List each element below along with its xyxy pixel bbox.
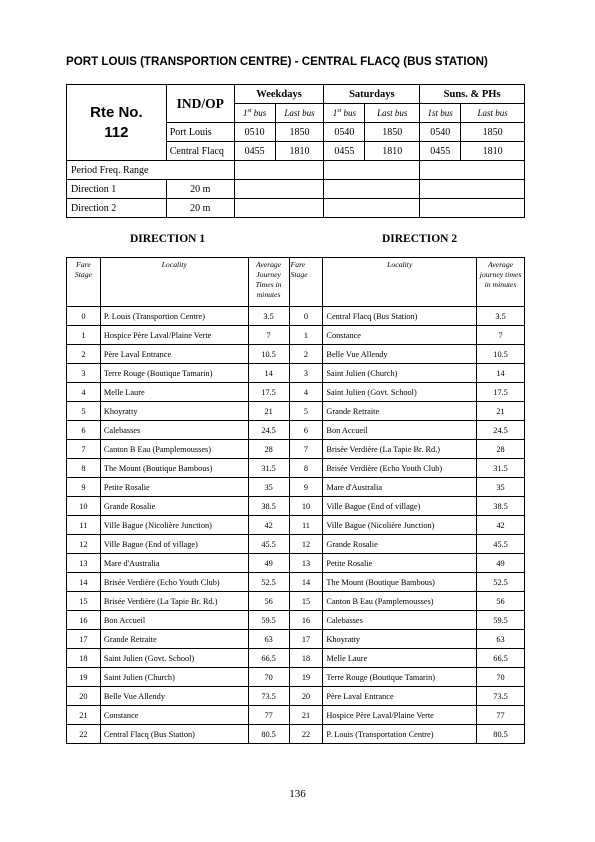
stage-row (67, 573, 525, 592)
locality-cell: Grande Retraite (100, 630, 248, 649)
stage-row (67, 421, 525, 440)
locality-cell: Père Laval Entrance (323, 687, 477, 706)
fare-stage-cell: 22 (67, 725, 101, 744)
journey-time-cell: 45.5 (477, 535, 525, 554)
locality-cell: Mare d'Australia (323, 478, 477, 497)
locality-cell: Hospice Père Laval/Plaine Verte (100, 326, 248, 345)
fare-stage-header: Fare Stage (289, 258, 323, 307)
locality-cell: Constance (323, 326, 477, 345)
last-bus-header: Last bus (365, 104, 420, 123)
route-number-cell (67, 85, 167, 161)
stage-row (67, 307, 525, 326)
last-bus-header: Last bus (461, 104, 525, 123)
stage-row (67, 611, 525, 630)
time-cell: 0455 (420, 142, 461, 161)
locality-cell: Belle Vue Allendy (323, 345, 477, 364)
fare-stage-cell: 0 (67, 307, 101, 326)
time-cell: 0510 (234, 123, 275, 142)
fare-stage-cell: 4 (67, 383, 101, 402)
empty-cell (324, 199, 420, 218)
fare-stage-cell: 21 (67, 706, 101, 725)
time-cell: 1850 (275, 123, 324, 142)
schedule-header-row (67, 85, 525, 104)
first-bus-header: 1st bus (234, 104, 275, 123)
journey-time-cell: 70 (248, 668, 289, 687)
stage-row (67, 668, 525, 687)
fare-stage-cell: 11 (67, 516, 101, 535)
direction-label: Direction 1 (67, 180, 167, 199)
period-label: Period Freq. Range (67, 161, 235, 180)
locality-cell: Brisée Verdière (Echo Youth Club) (100, 573, 248, 592)
first-bus-header: 1st bus (420, 104, 461, 123)
locality-cell: Saint Julien (Govt. School) (323, 383, 477, 402)
fare-stage-cell: 2 (67, 345, 101, 364)
stage-row (67, 345, 525, 364)
journey-time-header: Average Journey Times in minutes (248, 258, 289, 307)
locality-cell: The Mount (Boutique Bambous) (323, 573, 477, 592)
journey-time-cell: 28 (248, 440, 289, 459)
fare-stage-cell: 1 (67, 326, 101, 345)
time-cell: 0455 (234, 142, 275, 161)
locality-cell: P. Louis (Transportion Centre) (100, 307, 248, 326)
fare-stage-cell: 13 (67, 554, 101, 573)
journey-time-cell: 7 (477, 326, 525, 345)
fare-stage-cell: 5 (67, 402, 101, 421)
direction-freq-row (67, 199, 525, 218)
stage-row (67, 364, 525, 383)
time-cell: 1850 (365, 123, 420, 142)
locality-cell: Bon Accueil (323, 421, 477, 440)
fare-stage-cell: 4 (289, 383, 323, 402)
journey-time-cell: 59.5 (248, 611, 289, 630)
journey-time-header: Average journey times in minutes (477, 258, 525, 307)
fare-stage-cell: 7 (67, 440, 101, 459)
page-number: 136 (289, 788, 306, 800)
empty-cell (420, 161, 525, 180)
indop-header: IND/OP (166, 85, 234, 123)
locality-cell: Melle Laure (100, 383, 248, 402)
empty-cell (234, 199, 324, 218)
fare-stage-cell: 19 (289, 668, 323, 687)
fare-stages-table (66, 257, 525, 744)
stage-row (67, 459, 525, 478)
journey-time-cell: 14 (477, 364, 525, 383)
fare-stage-cell: 19 (67, 668, 101, 687)
journey-time-cell: 24.5 (477, 421, 525, 440)
stage-row (67, 326, 525, 345)
time-cell: 0540 (420, 123, 461, 142)
journey-time-cell: 52.5 (248, 573, 289, 592)
fare-stage-cell: 7 (289, 440, 323, 459)
journey-time-cell: 63 (477, 630, 525, 649)
locality-header: Locality (100, 258, 248, 307)
journey-time-cell: 17.5 (248, 383, 289, 402)
journey-time-cell: 35 (248, 478, 289, 497)
journey-time-cell: 52.5 (477, 573, 525, 592)
time-cell: 0455 (324, 142, 365, 161)
fare-stage-cell: 5 (289, 402, 323, 421)
locality-cell: Mare d'Australia (100, 554, 248, 573)
fare-stage-header: Fare Stage (67, 258, 101, 307)
locality-cell: Petite Rosalie (323, 554, 477, 573)
journey-time-cell: 35 (477, 478, 525, 497)
fare-stage-cell: 6 (67, 421, 101, 440)
locality-cell: Ville Bague (End of village) (100, 535, 248, 554)
journey-time-cell: 7 (248, 326, 289, 345)
locality-cell: Saint Julien (Govt. School) (100, 649, 248, 668)
journey-time-cell: 3.5 (248, 307, 289, 326)
weekdays-header: Weekdays (234, 85, 324, 104)
locality-cell: Petite Rosalie (100, 478, 248, 497)
stage-row (67, 706, 525, 725)
locality-header: Locality (323, 258, 477, 307)
locality-cell: Canton B Eau (Pamplemousses) (100, 440, 248, 459)
empty-cell (234, 161, 324, 180)
direction-freq-row (67, 180, 525, 199)
stage-row (67, 592, 525, 611)
locality-cell: Khoyratty (323, 630, 477, 649)
locality-cell: Brisée Verdière (Echo Youth Club) (323, 459, 477, 478)
locality-cell: Calebasses (323, 611, 477, 630)
fare-stage-cell: 10 (289, 497, 323, 516)
stage-row (67, 402, 525, 421)
direction-label: Direction 2 (67, 199, 167, 218)
locality-cell: Hospice Père Laval/Plaine Verte (323, 706, 477, 725)
journey-time-cell: 73.5 (248, 687, 289, 706)
journey-time-cell: 3.5 (477, 307, 525, 326)
locality-cell: Canton B Eau (Pamplemousses) (323, 592, 477, 611)
fare-stage-cell: 20 (67, 687, 101, 706)
stage-row (67, 478, 525, 497)
stage-row (67, 687, 525, 706)
locality-cell: Bon Accueil (100, 611, 248, 630)
fare-stage-cell: 16 (67, 611, 101, 630)
fare-stage-cell: 12 (67, 535, 101, 554)
stage-row (67, 630, 525, 649)
last-bus-header: Last bus (275, 104, 324, 123)
fare-stage-cell: 21 (289, 706, 323, 725)
locality-cell: Belle Vue Allendy (100, 687, 248, 706)
stage-row (67, 383, 525, 402)
journey-time-cell: 24.5 (248, 421, 289, 440)
journey-time-cell: 14 (248, 364, 289, 383)
journey-time-cell: 17.5 (477, 383, 525, 402)
period-row (67, 161, 525, 180)
locality-cell: Ville Bague (Nicolière Junction) (323, 516, 477, 535)
journey-time-cell: 56 (477, 592, 525, 611)
time-cell: 1810 (365, 142, 420, 161)
fare-stage-cell: 16 (289, 611, 323, 630)
empty-cell (420, 199, 525, 218)
empty-cell (324, 161, 420, 180)
journey-time-cell: 45.5 (248, 535, 289, 554)
fare-stage-cell: 12 (289, 535, 323, 554)
fare-stage-cell: 15 (67, 592, 101, 611)
locality-cell: Central Flacq (Bus Station) (100, 725, 248, 744)
station-name: Central Flacq (166, 142, 234, 161)
fare-stage-cell: 8 (289, 459, 323, 478)
locality-cell: Père Laval Entrance (100, 345, 248, 364)
journey-time-cell: 77 (248, 706, 289, 725)
schedule-table (66, 84, 525, 218)
locality-cell: Brisée Verdière (La Tapie Br. Rd.) (100, 592, 248, 611)
journey-time-cell: 31.5 (477, 459, 525, 478)
locality-cell: Grande Rosalie (100, 497, 248, 516)
direction-1-heading: DIRECTION 1 (130, 233, 206, 245)
journey-time-cell: 21 (477, 402, 525, 421)
journey-time-cell: 42 (477, 516, 525, 535)
fare-stage-cell: 13 (289, 554, 323, 573)
journey-time-cell: 21 (248, 402, 289, 421)
fare-stage-cell: 18 (289, 649, 323, 668)
time-cell: 1850 (461, 123, 525, 142)
locality-cell: Central Flacq (Bus Station) (323, 307, 477, 326)
fare-stage-cell: 20 (289, 687, 323, 706)
stage-row (67, 649, 525, 668)
journey-time-cell: 70 (477, 668, 525, 687)
empty-cell (234, 180, 324, 199)
first-bus-header: 1st bus (324, 104, 365, 123)
journey-time-cell: 28 (477, 440, 525, 459)
locality-cell: Calebasses (100, 421, 248, 440)
journey-time-cell: 63 (248, 630, 289, 649)
route-number: 112 (104, 123, 129, 141)
journey-time-cell: 42 (248, 516, 289, 535)
fare-stage-cell: 8 (67, 459, 101, 478)
empty-cell (420, 180, 525, 199)
locality-cell: Grande Rosalie (323, 535, 477, 554)
journey-time-cell: 10.5 (248, 345, 289, 364)
journey-time-cell: 59.5 (477, 611, 525, 630)
fare-stage-cell: 2 (289, 345, 323, 364)
sundays-header: Suns. & PHs (420, 85, 525, 104)
journey-time-cell: 56 (248, 592, 289, 611)
journey-time-cell: 49 (477, 554, 525, 573)
locality-cell: Terre Rouge (Boutique Tamarin) (323, 668, 477, 687)
journey-time-cell: 38.5 (248, 497, 289, 516)
fare-stage-cell: 17 (289, 630, 323, 649)
saturdays-header: Saturdays (324, 85, 420, 104)
stage-row (67, 516, 525, 535)
fare-stage-cell: 22 (289, 725, 323, 744)
direction-2-heading: DIRECTION 2 (382, 233, 458, 245)
time-cell: 0540 (324, 123, 365, 142)
fare-stage-cell: 1 (289, 326, 323, 345)
stages-header-row (67, 258, 525, 307)
locality-cell: Saint Julien (Church) (323, 364, 477, 383)
journey-time-cell: 73.5 (477, 687, 525, 706)
locality-cell: Brisée Verdière (La Tapie Br. Rd.) (323, 440, 477, 459)
locality-cell: Terre Rouge (Boutique Tamarin) (100, 364, 248, 383)
locality-cell: The Mount (Boutique Bambous) (100, 459, 248, 478)
fare-stage-cell: 9 (289, 478, 323, 497)
fare-stage-cell: 3 (67, 364, 101, 383)
fare-stage-cell: 14 (67, 573, 101, 592)
time-cell: 1810 (461, 142, 525, 161)
frequency-value: 20 m (166, 180, 234, 199)
route-label: Rte No. (90, 103, 143, 121)
journey-time-cell: 66.5 (248, 649, 289, 668)
empty-cell (324, 180, 420, 199)
stage-row (67, 440, 525, 459)
locality-cell: Saint Julien (Church) (100, 668, 248, 687)
journey-time-cell: 77 (477, 706, 525, 725)
page-title: PORT LOUIS (TRANSPORTION CENTRE) - CENTRAL FLACQ (BUS STATION) (66, 55, 488, 68)
locality-cell: Grande Retraite (323, 402, 477, 421)
locality-cell: Ville Bague (Nicolière Junction) (100, 516, 248, 535)
frequency-value: 20 m (166, 199, 234, 218)
locality-cell: Khoyratty (100, 402, 248, 421)
time-cell: 1810 (275, 142, 324, 161)
journey-time-cell: 49 (248, 554, 289, 573)
journey-time-cell: 38.5 (477, 497, 525, 516)
stage-row (67, 554, 525, 573)
locality-cell: Constance (100, 706, 248, 725)
locality-cell: P. Louis (Transportation Centre) (323, 725, 477, 744)
stage-row (67, 497, 525, 516)
fare-stage-cell: 0 (289, 307, 323, 326)
journey-time-cell: 66.5 (477, 649, 525, 668)
fare-stage-cell: 17 (67, 630, 101, 649)
fare-stage-cell: 3 (289, 364, 323, 383)
locality-cell: Melle Laure (323, 649, 477, 668)
fare-stage-cell: 9 (67, 478, 101, 497)
locality-cell: Ville Bague (End of village) (323, 497, 477, 516)
stage-row (67, 725, 525, 744)
journey-time-cell: 10.5 (477, 345, 525, 364)
journey-time-cell: 31.5 (248, 459, 289, 478)
fare-stage-cell: 6 (289, 421, 323, 440)
station-name: Port Louis (166, 123, 234, 142)
fare-stage-cell: 11 (289, 516, 323, 535)
fare-stage-cell: 15 (289, 592, 323, 611)
fare-stage-cell: 14 (289, 573, 323, 592)
fare-stage-cell: 18 (67, 649, 101, 668)
fare-stage-cell: 10 (67, 497, 101, 516)
stage-row (67, 535, 525, 554)
journey-time-cell: 80.5 (477, 725, 525, 744)
journey-time-cell: 80.5 (248, 725, 289, 744)
